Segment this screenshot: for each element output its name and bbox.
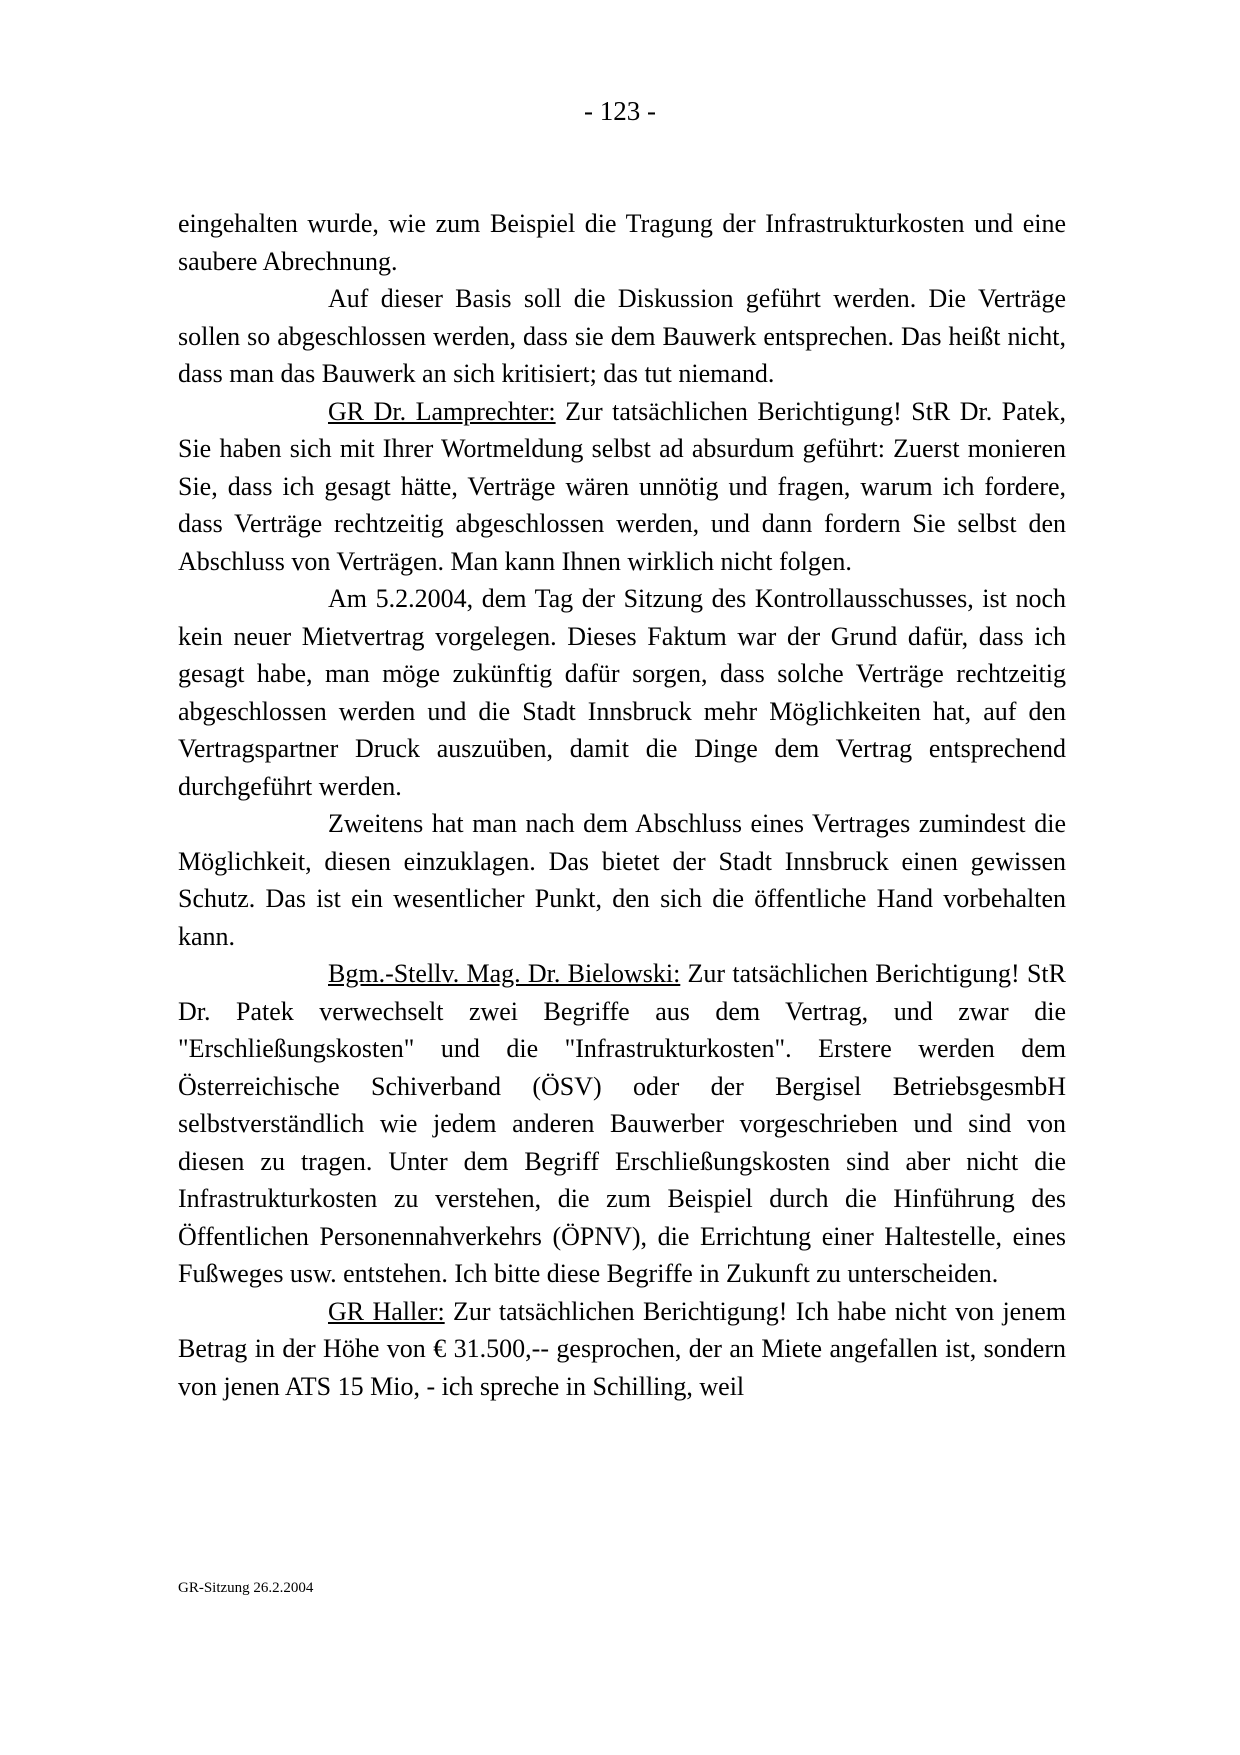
speaker-name: Bgm.-Stellv. Mag. Dr. Bielowski: bbox=[328, 959, 681, 988]
paragraph-text: Zur tatsächlichen Berichtigung! StR Dr. Patek, Sie haben sich mit Ihrer Wortmeldung selbst ad absurdum geführt: Zuerst monieren Sie, dass ich gesagt hätte, Verträge wären unnötig und fragen, warum ich fordere, dass Verträge rechtzeitig abgeschlossen werden, und dann fordern Sie selbst den Abschluss von Verträgen. Man kann Ihnen wirklich nicht folgen. bbox=[178, 396, 1066, 576]
paragraph-text: Zur tatsächlichen Berichtigung! StR Dr. Patek verwechselt zwei Begriffe aus dem Vertrag, und zwar die "Erschließungskosten" und die "Infrastrukturkosten". Erstere werden dem Österreichische Schiverband (ÖSV) oder der Bergisel BetriebsgesmbH selbstverständlich wie jedem anderen Bauwerber vorgeschrieben und sind von diesen zu tragen. Unter dem Begriff Erschließungskosten sind aber nicht die Infrastrukturkosten zu verstehen, die zum Beispiel durch die Hinführung des Öffentlichen Personennahverkehrs (ÖPNV), die Errichtung einer Haltestelle, eines Fußweges usw. entstehen. Ich bitte diese Begriffe in Zukunft zu unterscheiden. bbox=[178, 959, 1066, 1288]
document-body bbox=[178, 205, 1066, 1405]
paragraph-text: Auf dieser Basis soll die Diskussion geführt werden. Die Verträge sollen so abgeschlossen werden, dass sie dem Bauwerk entsprechen. Das heißt nicht, dass man das Bauwerk an sich kritisiert; das tut niemand. bbox=[178, 284, 1066, 388]
speaker-name: GR Haller: bbox=[328, 1296, 445, 1326]
paragraph-3 bbox=[178, 393, 1066, 581]
speaker-name: GR Dr. Lamprechter: bbox=[328, 396, 556, 426]
paragraph-7 bbox=[178, 1293, 1066, 1406]
paragraph-text: Am 5.2.2004, dem Tag der Sitzung des Kontrollausschusses, ist noch kein neuer Mietvertrag vorgelegen. Dieses Faktum war der Grund dafür, dass ich gesagt habe, man möge zukünftig dafür sorgen, dass solche Verträge rechtzeitig abgeschlossen werden und die Stadt Innsbruck mehr Möglichkeiten hat, auf den Vertragspartner Druck auszuüben, damit die Dinge dem Vertrag entsprechend durchgeführt werden. bbox=[178, 584, 1066, 801]
paragraph-text: eingehalten wurde, wie zum Beispiel die Tragung der Infrastrukturkosten und eine saubere Abrechnung. bbox=[178, 209, 1066, 276]
footer-session-label: GR-Sitzung 26.2.2004 bbox=[178, 1580, 314, 1596]
page-number: - 123 - bbox=[584, 96, 656, 126]
paragraph-4 bbox=[178, 580, 1066, 805]
paragraph-text: Zur tatsächlichen Berichtigung! Ich habe nicht von jenem Betrag in der Höhe von € 31.500,-- gesprochen, der an Miete angefallen ist, sondern von jenen ATS 15 Mio, - ich spreche in Schilling, weil bbox=[178, 1296, 1066, 1401]
paragraph-1 bbox=[178, 205, 1066, 280]
paragraph-2 bbox=[178, 280, 1066, 393]
paragraph-text: Zweitens hat man nach dem Abschluss eines Vertrages zumindest die Möglichkeit, diesen einzuklagen. Das bietet der Stadt Innsbruck einen gewissen Schutz. Das ist ein wesentlicher Punkt, den sich die öffentliche Hand vorbehalten kann. bbox=[178, 809, 1066, 951]
paragraph-6 bbox=[178, 955, 1066, 1293]
paragraph-5 bbox=[178, 805, 1066, 955]
